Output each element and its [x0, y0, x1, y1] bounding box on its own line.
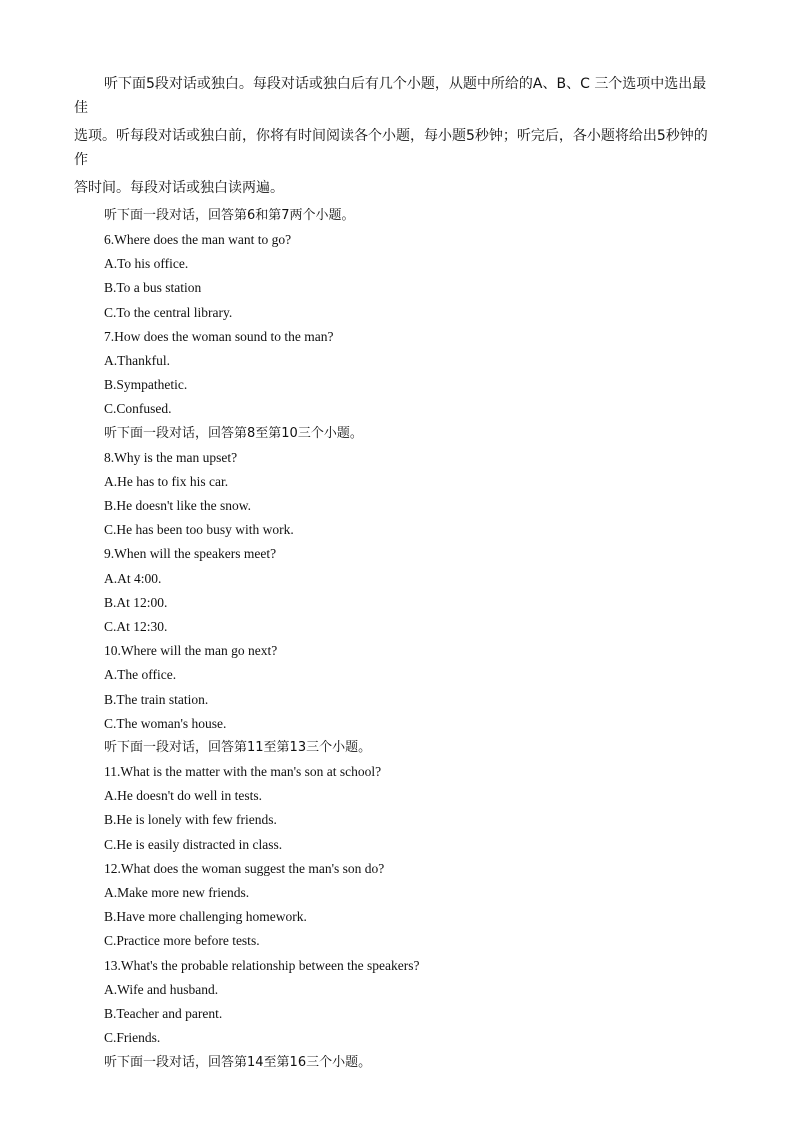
question-text: 8.Why is the man upset?: [104, 449, 238, 465]
option-a: A.Thankful.: [104, 353, 170, 369]
option-c: C.To the central library.: [104, 304, 233, 320]
option-a: A.He has to fix his car.: [104, 473, 229, 489]
option-c: C.The woman's house.: [104, 715, 227, 731]
option-c: C.He is easily distracted in class.: [104, 836, 283, 852]
question-11: [104, 760, 720, 857]
option-b: B.To a bus station: [104, 280, 202, 296]
question-7: [104, 325, 720, 422]
question-10: [104, 639, 720, 736]
option-b: B.Teacher and parent.: [104, 1006, 223, 1022]
section-heading: 听下面一段对话，回答第11至第13三个小题。: [104, 740, 372, 756]
section-4: [104, 1051, 720, 1075]
section-1: [104, 204, 720, 422]
question-12: [104, 857, 720, 954]
question-text: 6.Where does the man want to go?: [104, 232, 292, 247]
question-9: [104, 542, 720, 639]
question-text: 11.What is the matter with the man's son at school?: [104, 764, 382, 780]
question-6: [104, 228, 720, 325]
option-b: B.Sympathetic.: [104, 377, 188, 393]
question-8: [104, 446, 720, 543]
option-b: B.At 12:00.: [104, 594, 168, 610]
section-heading: 听下面一段对话，回答第14至第16三个小题。: [104, 1054, 372, 1070]
section-3: [104, 736, 720, 1050]
option-c: C.At 12:30.: [104, 619, 168, 635]
question-text: 12.What does the woman suggest the man's son do?: [104, 860, 385, 876]
option-c: C.Practice more before tests.: [104, 933, 260, 949]
instructions-line-2: 选项。听每段对话或独白前，你将有时间阅读各个小题，每小题5秒钟；听完后，各小题将给出5秒钟的作: [74, 128, 708, 168]
option-c: C.He has been too busy with work.: [104, 522, 294, 538]
question-text: 13.What's the probable relationship between the speakers?: [104, 957, 420, 973]
option-b: B.The train station.: [104, 691, 209, 707]
question-text: 10.Where will the man go next?: [104, 643, 278, 659]
instructions-line-3: 答时间。每段对话或独白读两遍。: [74, 180, 284, 196]
instructions-line-1: 听下面5段对话或独白。每段对话或独白后有几个小题，从题中所给的A、B、C 三个选项中选出最佳: [74, 76, 707, 116]
option-a: A.Make more new friends.: [104, 885, 250, 901]
option-b: B.Have more challenging homework.: [104, 909, 307, 925]
section-heading: 听下面一段对话，回答第8至第10三个小题。: [104, 425, 363, 441]
option-a: A.He doesn't do well in tests.: [104, 788, 263, 804]
question-13: [104, 954, 720, 1051]
option-a: A.At 4:00.: [104, 570, 162, 586]
option-a: A.The office.: [104, 667, 177, 683]
option-c: C.Confused.: [104, 401, 172, 417]
question-text: 9.When will the speakers meet?: [104, 546, 277, 562]
option-a: A.To his office.: [104, 256, 189, 272]
question-text: 7.How does the woman sound to the man?: [104, 328, 334, 344]
option-b: B.He doesn't like the snow.: [104, 498, 252, 514]
section-heading: 听下面一段对话，回答第6和第7两个小题。: [104, 208, 355, 223]
option-c: C.Friends.: [104, 1030, 161, 1046]
option-b: B.He is lonely with few friends.: [104, 812, 277, 828]
instructions-paragraph: [74, 72, 720, 200]
option-a: A.Wife and husband.: [104, 981, 219, 997]
section-2: [104, 422, 720, 736]
